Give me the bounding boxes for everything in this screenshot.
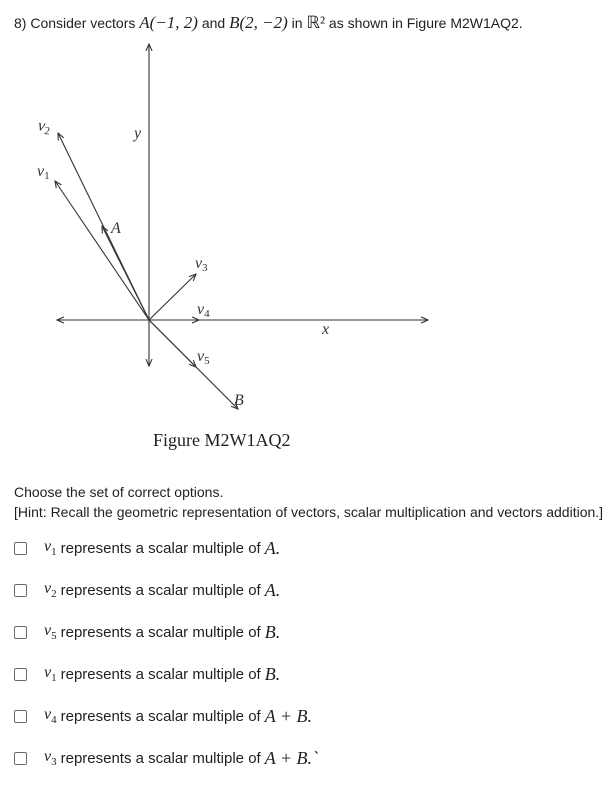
option-1-target: A. — [264, 538, 281, 558]
option-3-variable: $v_5$ — [44, 622, 57, 643]
option-6-checkbox[interactable] — [14, 752, 27, 765]
question-and: and — [197, 15, 230, 31]
option-5-variable: $v_4$ — [44, 706, 57, 727]
option-6-variable: $v_3$ — [44, 748, 57, 769]
label-v1: v1 — [37, 163, 50, 182]
option-5-target: A + B. — [264, 706, 313, 726]
vector-a-expression: A(−1, 2) — [139, 13, 198, 32]
option-2-text: represents a scalar multiple of — [60, 582, 261, 599]
option-2-checkbox[interactable] — [14, 584, 27, 597]
option-4-text: represents a scalar multiple of — [60, 666, 261, 683]
option-2-target: A. — [264, 580, 281, 600]
option-5[interactable] — [14, 706, 312, 727]
label-x: x — [322, 321, 330, 338]
hint-text: [Hint: Recall the geometric representation of vectors, scalar multiplication and vectors addition.] — [14, 504, 604, 520]
space-r2: ℝ² — [306, 13, 326, 32]
figure-caption: Figure M2W1AQ2 — [153, 430, 291, 450]
option-3-text: represents a scalar multiple of — [60, 624, 261, 641]
option-1[interactable] — [14, 538, 280, 559]
instructions — [14, 482, 603, 522]
label-a: A — [111, 220, 121, 237]
label-y: y — [134, 125, 142, 142]
option-3[interactable] — [14, 622, 280, 643]
option-4-target: B. — [264, 664, 281, 684]
vector-b-expression: B(2, −2) — [229, 13, 288, 32]
option-5-checkbox[interactable] — [14, 710, 27, 723]
label-v2: v2 — [36, 117, 51, 138]
vector-b — [149, 320, 238, 409]
vector-v1 — [55, 181, 149, 320]
vector-a — [102, 226, 149, 320]
vector-v3 — [149, 274, 196, 320]
option-1-checkbox[interactable] — [14, 542, 27, 555]
option-1-text: represents a scalar multiple of — [60, 540, 261, 557]
option-4-checkbox[interactable] — [14, 668, 27, 681]
option-2[interactable] — [14, 580, 280, 601]
question-in: in — [287, 15, 307, 31]
label-b: B — [234, 392, 244, 409]
option-1-variable: $v_1$ — [44, 538, 57, 559]
option-4-variable: $v_1$ — [44, 664, 57, 685]
option-5-text: represents a scalar multiple of — [60, 708, 261, 725]
option-6[interactable] — [14, 748, 318, 769]
question-suffix: as shown in Figure M2W1AQ2. — [325, 15, 523, 31]
instruction-line-1: Choose the set of correct options. — [14, 484, 224, 500]
option-2-variable: $v_2$ — [44, 580, 57, 601]
label-v4: v4 — [197, 301, 210, 320]
option-4[interactable] — [14, 664, 280, 685]
option-6-text: represents a scalar multiple of — [60, 750, 261, 767]
label-v3: v3 — [195, 255, 208, 274]
question-prefix: 8) Consider vectors — [14, 15, 140, 31]
option-6-target: A + B.` — [264, 748, 319, 768]
option-3-target: B. — [264, 622, 281, 642]
label-v5: v5 — [197, 348, 210, 367]
option-3-checkbox[interactable] — [14, 626, 27, 639]
